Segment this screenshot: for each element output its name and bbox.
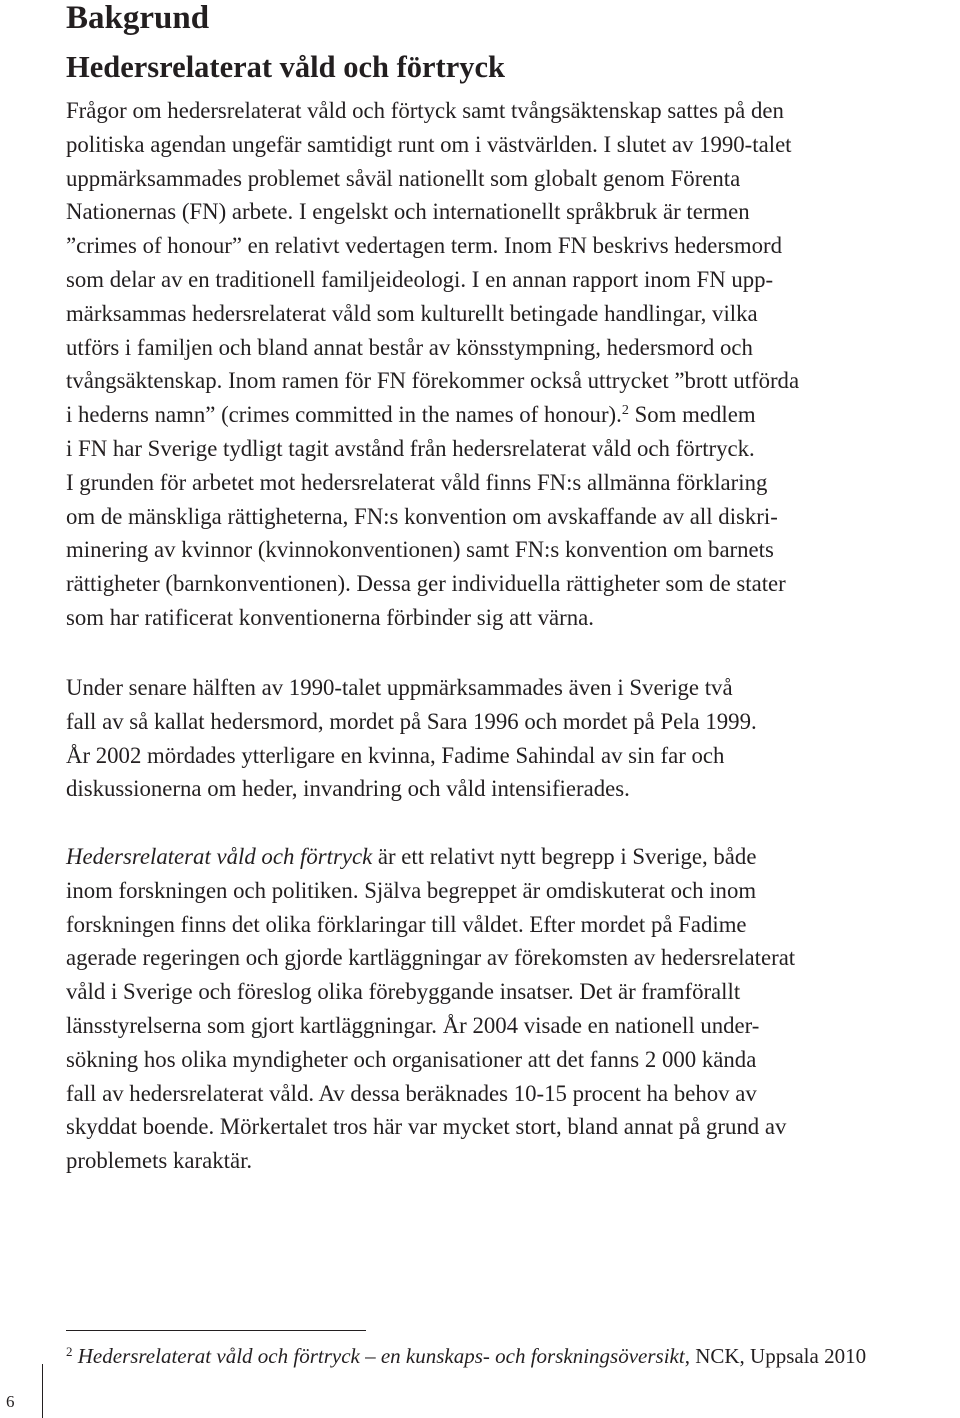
page-margin-line	[42, 1364, 43, 1418]
page-number: 6	[6, 1392, 15, 1411]
paragraph-line-text: i hederns namn” (crimes committed in the names of honour).	[66, 402, 622, 428]
paragraph-line: utförs i familjen och bland annat består av könsstympning, hedersmord och	[66, 334, 753, 360]
paragraph-line: År 2002 mördades ytterligare en kvinna, Fadime Sahindal av sin far och	[66, 742, 725, 768]
paragraph-line: våld i Sverige och föreslog olika förebyggande insatser. Det är framförallt	[66, 979, 741, 1005]
paragraph-line: diskussionerna om heder, invandring och våld intensifierades.	[66, 776, 630, 802]
paragraph-line: som delar av en traditionell familjeideologi. I en annan rapport inom FN upp-	[66, 266, 774, 292]
paragraph-line: tvångsäktenskap. Inom ramen för FN förekommer också uttrycket ”brott utförda	[66, 368, 800, 394]
paragraph-line: Nationernas (FN) arbete. I engelskt och internationellt språkbruk är termen	[66, 199, 750, 225]
paragraph-line: politiska agendan ungefär samtidigt runt om i västvärlden. I slutet av 1990-talet	[66, 131, 792, 157]
paragraph-line: fall av hedersrelaterat våld. Av dessa beräknades 10-15 procent ha behov av	[66, 1080, 757, 1106]
paragraph-line: forskningen finns det olika förklaringar till våldet. Efter mordet på Fadime	[66, 911, 747, 937]
paragraph-line: i FN har Sverige tydligt tagit avstånd från hedersrelaterat våld och förtryck.	[66, 435, 755, 461]
paragraph-line: skyddat boende. Mörkertalet tros här var mycket stort, bland annat på grund av	[66, 1114, 787, 1140]
paragraph-2	[66, 671, 958, 806]
footnote	[66, 1342, 866, 1370]
paragraph-line-text: är ett relativt nytt begrepp i Sverige, både	[372, 844, 757, 869]
paragraph-line: rättigheter (barnkonventionen). Dessa ger individuella rättigheter som de stater	[66, 571, 786, 597]
paragraph-line: om de mänskliga rättigheterna, FN:s konvention om avskaffande av all diskri-	[66, 503, 778, 529]
footnote-number: 2	[66, 1343, 73, 1359]
paragraph-line: Frågor om hedersrelaterat våld och förtyck samt tvångsäktenskap sattes på den	[66, 98, 784, 123]
paragraph-3	[66, 840, 958, 1178]
footnote-title: Hedersrelaterat våld och förtryck – en kunskaps- och forskningsöversikt	[77, 1344, 685, 1368]
paragraph-line: uppmärksammades problemet såväl nationellt som globalt genom Förenta	[66, 165, 741, 191]
paragraph-line: I grunden för arbetet mot hedersrelaterat våld finns FN:s allmänna förklaring	[66, 469, 768, 495]
section-heading: Bakgrund	[66, 0, 210, 36]
footnote-reference[interactable]: 2	[621, 402, 629, 419]
paragraph-line: minering av kvinnor (kvinnokonventionen) samt FN:s konvention om barnets	[66, 537, 774, 563]
paragraph-line: agerade regeringen och gjorde kartläggningar av förekomsten av hedersrelaterat	[66, 945, 796, 971]
section-subheading: Hedersrelaterat våld och förtryck	[66, 50, 506, 84]
paragraph-first-line	[66, 840, 958, 874]
paragraph-line: fall av så kallat hedersmord, mordet på Sara 1996 och mordet på Pela 1999.	[66, 708, 757, 734]
paragraph-line: sökning hos olika myndigheter och organisationer att det fanns 2 000 kända	[66, 1046, 757, 1072]
paragraph-line: ”crimes of honour” en relativt vedertagen term. Inom FN beskrivs hedersmord	[66, 233, 782, 259]
paragraph-line: som har ratificerat konventionerna förbinder sig att värna.	[66, 604, 594, 630]
italic-term: Hedersrelaterat våld och förtryck	[66, 844, 373, 869]
paragraph-1	[66, 94, 958, 635]
paragraph-line: länsstyrelserna som gjort kartläggningar. År 2004 visade en nationell under-	[66, 1012, 760, 1038]
paragraph-line: märksammas hedersrelaterat våld som kulturellt betingade handlingar, vilka	[66, 300, 758, 326]
footnote-divider	[66, 1330, 366, 1331]
paragraph-line: inom forskningen och politiken. Själva begreppet är omdiskuterat och inom	[66, 877, 757, 903]
paragraph-line: Under senare hälften av 1990-talet uppmärksammades även i Sverige två	[66, 675, 733, 700]
paragraph-line-with-footnote	[66, 398, 958, 432]
paragraph-line-text: Som medlem	[628, 402, 756, 428]
footnote-source: , NCK, Uppsala 2010	[684, 1344, 867, 1368]
paragraph-line: problemets karaktär.	[66, 1148, 253, 1174]
